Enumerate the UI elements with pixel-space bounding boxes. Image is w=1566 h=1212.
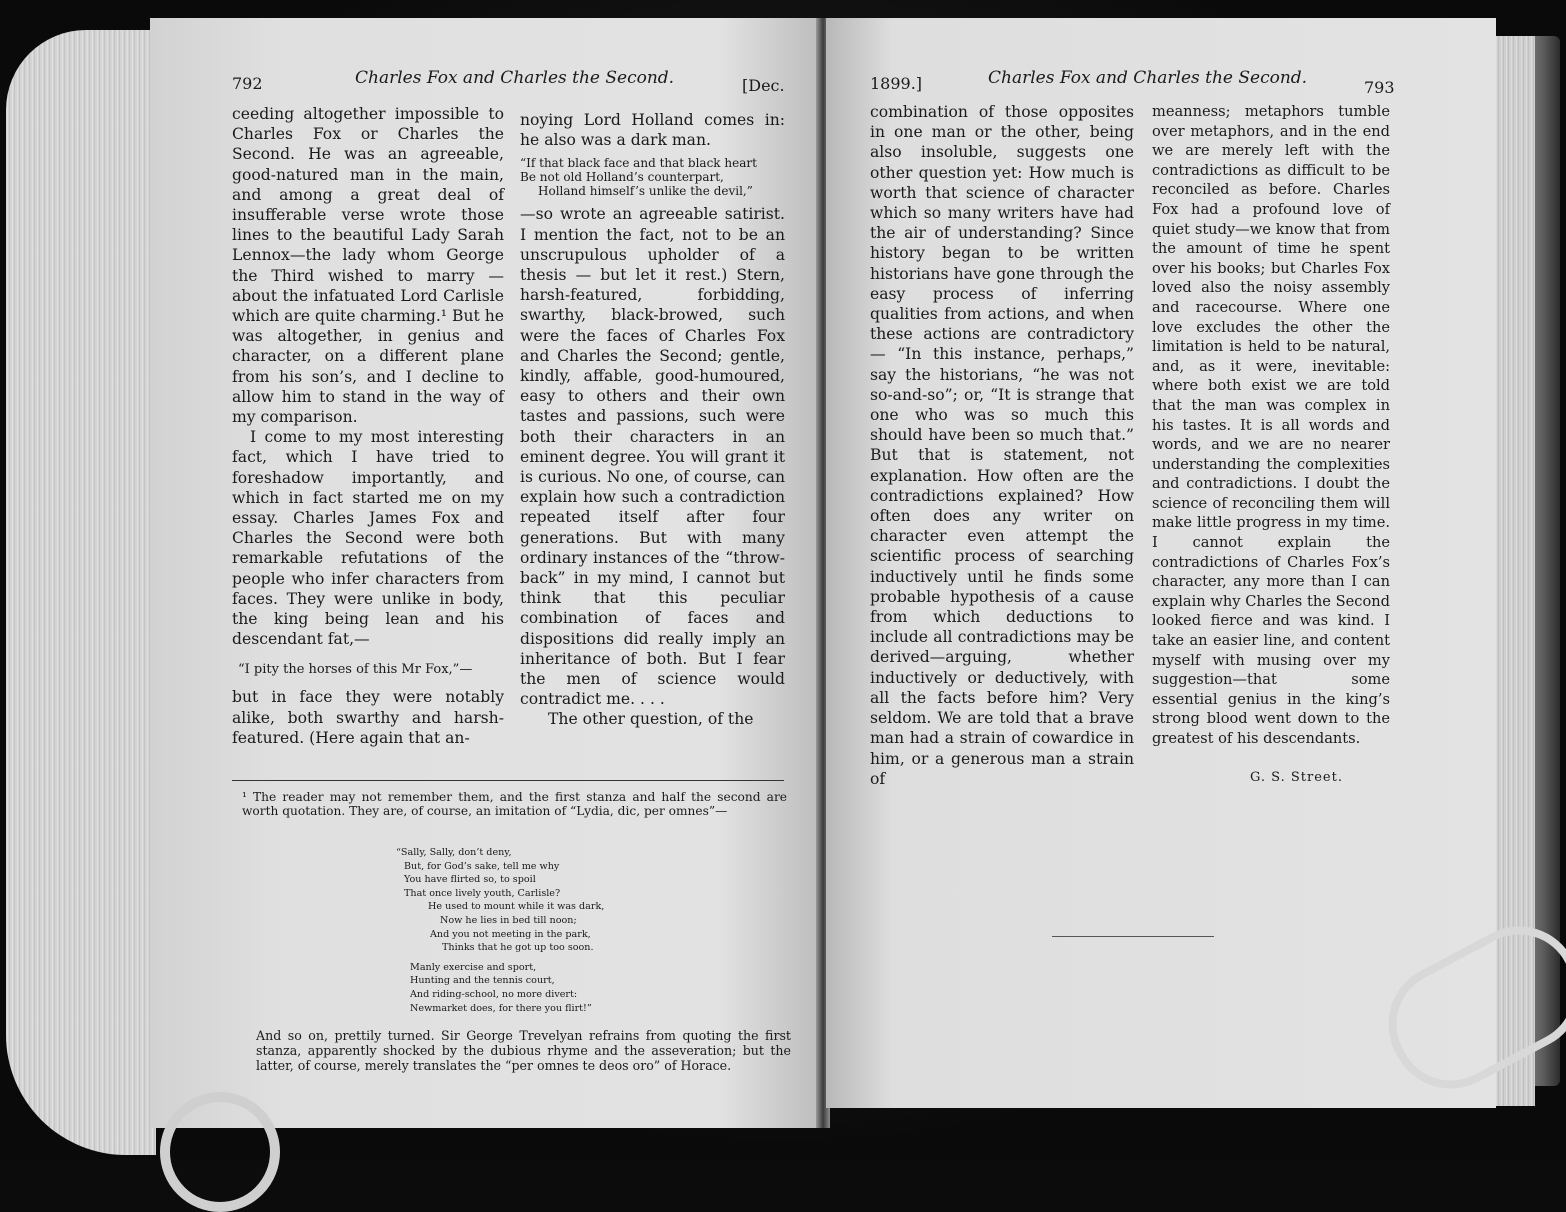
right-folio: 793 [1364,78,1395,97]
right-column-1: combination of those opposites in one man or the other, being also insoluble, suggests one other question yet: How much is worth that science of character which so many writers have had the air of understanding? Since history began to be written historians have gone through the easy process of inferring qualities from actions, and when these actions are contradictory — “In this instance, perhaps,” say the historians, “he was not so-and-so”; or, “It is strange that one who was so much this should have been so much that.” But that is statement, not explanation. How often are the contradictions explained? How often does any writer on character even attempt the scientific process of searching inductively until he finds some probable hypothesis of a cause from which deductions to include all contradictions may be derived—arguing, whether inductively or deductively, with all the facts before him? Very seldom. We are told that a brave man had a strain of cowardice in him, or a generous man a strain of [870,103,1134,788]
footnote-outro: And so on, prettily turned. Sir George Trevelyan refrains from quoting the first stanza, apparently shocked by the dubious rhyme and the asseveration; but the latter, of course, merely translates the “per omnes te deos oro” of Horace. [256,1028,791,1073]
paragraph: I come to my most interesting fact, which I have tried to foreshadow importantly, and which in fact started me on my essay. Charles James Fox and Charles the Second were both remarkable refutations of the people who infer characters from faces. They were unlike in body, the king being lean and his descendant fat,— [232,428,504,649]
quote-line: “If that black face and that black heart [520,156,757,171]
poem-line: Thinks that he got up too soon. [442,942,594,954]
paragraph: ceeding altogether impossible to Charles Fox or Charles the Second. He was an agreeable, good-natured man in the main, and among a great deal of insufferable verse wrote those lines to the beautiful Lady Sarah Lennox—the lady whom George the Third wished to marry — about the infatuated Lord Carlisle which are quite charming.¹ But he was altogether, in genius and character, on a different plane from his son’s, and I decline to allow him to stand in the way of my comparison. [232,105,504,427]
poem-line: Manly exercise and sport, [410,961,537,973]
left-column-1 [232,104,504,748]
poem-line: And you not meeting in the park, [430,928,591,940]
left-date-mark: [Dec. [742,76,785,95]
footnote-rule [232,780,784,781]
block-quote: “I pity the horses of this Mr Fox,”— [238,662,473,678]
right-page [826,18,1496,1108]
block-quote [520,156,785,198]
quote-line: Be not old Holland’s counterpart, [520,170,724,185]
poem-line: Now he lies in bed till noon; [440,914,577,926]
footnote-poem [396,846,604,1015]
right-date-mark: 1899.] [870,74,923,93]
poem-line: And riding-school, no more divert: [410,988,578,1000]
poem-line: That once lively youth, Carlisle? [404,887,561,899]
poem-line: He used to mount while it was dark, [428,901,605,913]
paragraph: The other question, of the [548,710,754,729]
paragraph: noying Lord Holland comes in: he also was a dark man. [520,111,785,150]
poem-line: You have flirted so, to spoil [404,874,536,886]
page-edges-left [6,30,156,1155]
poem-line: But, for God’s sake, tell me why [404,860,560,872]
paragraph: but in face they were notably alike, both swarthy and harsh-featured. (Here again that an- [232,688,504,747]
footnote-intro: ¹ The reader may not remember them, and the first stanza and half the second are worth quotation. They are, of course, an imitation of “Lydia, dic, per omnes”— [242,790,787,818]
right-running-head: Charles Fox and Charles the Second. [988,68,1308,88]
poem-line: Hunting and the tennis court, [410,975,555,987]
left-column-2 [520,110,785,730]
right-column-2: meanness; metaphors tumble over metaphors, and in the end we are merely left with the contradictions as difficult to be reconciled as before. Charles Fox had a profound love of quiet study—we know that from the amount of time he spent over his books; but Charles Fox loved also the noisy assembly and racecourse. Where one love excludes the other the limitation is held to be natural, and, as it were, inevitable: where both exist we are told that the man was complex in his tastes. It is all words and words, and we are no nearer understanding the complexities and contradictions. I doubt the science of reconciling them will make little progress in my time. I cannot explain the contradictions of Charles Fox’s character, any more than I can explain why Charles the Second looked fierce and was kind. I take an easier line, and content myself with musing over my suggestion—that some essential genius in the king’s strong blood went down to the greatest of his descendants. [1152,103,1390,747]
metal-ring-left [160,1092,280,1212]
end-rule [1052,936,1214,937]
left-folio: 792 [232,74,263,93]
poem-line: “Sally, Sally, don’t deny, [396,847,512,858]
left-running-head: Charles Fox and Charles the Second. [355,68,675,88]
author-signature: G. S. Street. [1250,770,1343,785]
left-page [150,18,820,1128]
paragraph: —so wrote an agreeable satirist. I mention the fact, not to be an unscrupulous upholder of a thesis — but let it rest.) Stern, harsh-featured, forbidding, swarthy, black-browed, such were the faces of Charles Fox and Charles the Second; gentle, kindly, affable, good-humoured, easy to others and their own tastes and passions, such were both their characters in an eminent degree. You will grant it is curious. No one, of course, can explain how such a contradiction repeated itself after four generations. But with many ordinary instances of the “throw-back” in my mind, I cannot but think that this peculiar combination of faces and dispositions did really imply an inheritance of both. But I fear the men of science would contradict me. . . . [520,205,785,709]
quote-line: Holland himself’s unlike the devil,” [538,184,753,199]
poem-line: Newmarket does, for there you flirt!” [410,1002,592,1014]
